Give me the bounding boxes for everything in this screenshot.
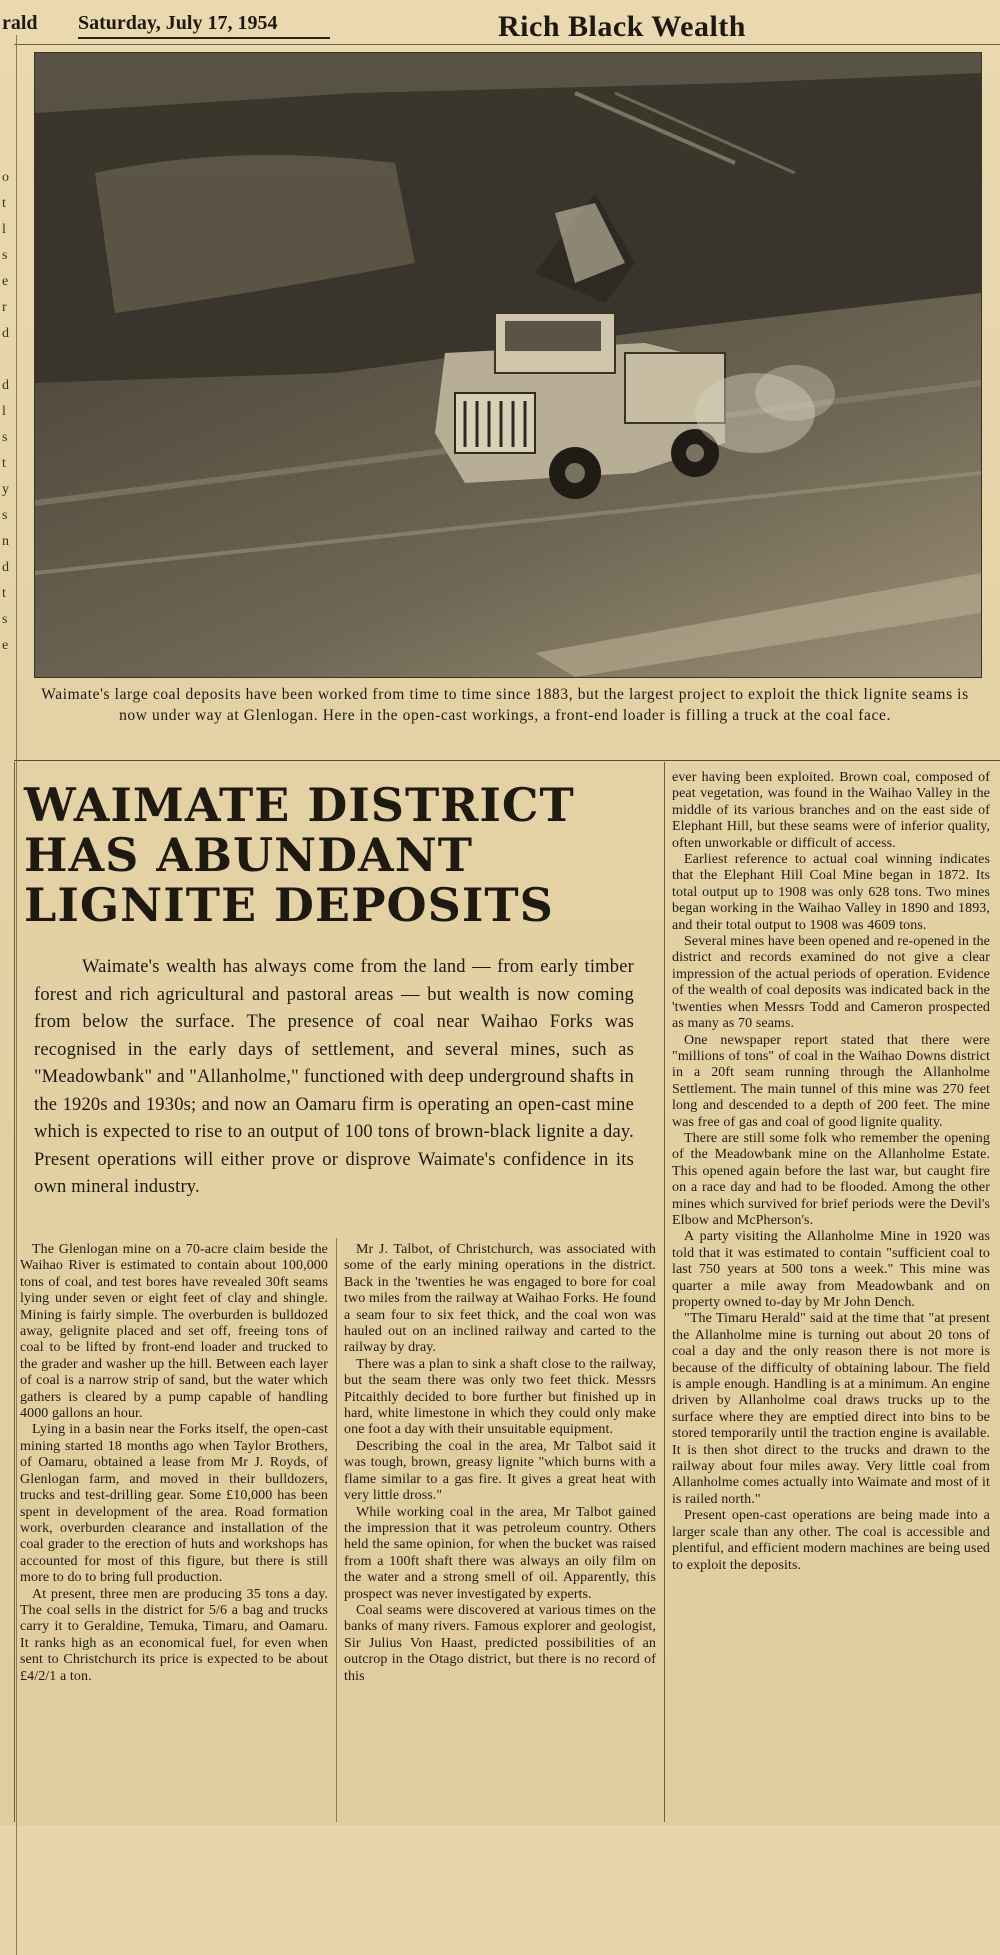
paper-name-fragment: rald [2, 12, 38, 34]
article-column-3 [672, 770, 990, 1574]
paragraph: Present open-cast operations are being made into a larger scale than any other. The coal is accessible and plentiful, and efficient modern machines are being used to exploit the deposits. [672, 1508, 990, 1573]
strip-letter: d [2, 378, 9, 393]
strip-letter: t [2, 586, 6, 601]
strip-letter: d [2, 560, 9, 575]
paragraph: Lying in a basin near the Forks itself, the open-cast mining started 18 months ago when Taylor Brothers, of Oamaru, obtained a lease from Mr J. Royds, of Glenlogan farm, and moved in their bulldozers, trucks and test-drilling gear. Some £10,000 has been spent in development of the area. Road formation work, overburden clearance and installation of the coal grader to the erection of huts and workshops has accounted for most of this figure, but there is still more to do to bring full production. [20, 1422, 328, 1586]
paragraph: A party visiting the Allanholme Mine in 1920 was told that it was estimated to contain "sufficient coal to last 750 years at 500 tons a week." This mine was quarter a mile away from Meadowbank and on property owned to-day by Mr John Dench. [672, 1229, 990, 1310]
masthead-rule [14, 44, 1000, 45]
paragraph: Coal seams were discovered at various times on the banks of many rivers. Famous explorer and geologist, Sir Julius Von Haast, predicted possibilities of an outcrop in the Otago district, but there is no record of this [344, 1602, 656, 1684]
paragraph: There are still some folk who remember the opening of the Meadowbank mine on the Allanholme Estate. This opened again before the last war, but caught fire on a race day and had to be flooded. Among the other mines which survived for brief periods were the Devil's Elbow and McPherson's. [672, 1130, 990, 1228]
paragraph: Several mines have been opened and re-opened in the district and records examined do not give a clear impression of the actual periods of operation. Evidence of the wealth of coal deposits was indicated back in the 'twenties when Messrs Todd and Cameron prospected as many as 70 seams. [672, 934, 990, 1032]
strip-letter: y [2, 482, 9, 497]
issue-date: Saturday, July 17, 1954 [78, 12, 330, 39]
article-column-1 [20, 1242, 328, 1685]
paragraph: One newspaper report stated that there were "millions of tons" of coal in the Waihao Downs district in a 20ft seam running through the Allanholme Settlement. The main tunnel of this mine was 270 feet long and descended to a depth of 200 feet. The mine was free of gas and coal of good lignite quality. [672, 1032, 990, 1130]
headline-line-1: WAIMATE DISTRICT [24, 778, 575, 832]
strip-letter: o [2, 170, 9, 185]
strip-letter: l [2, 404, 6, 419]
strip-letter: s [2, 248, 8, 263]
section-divider [14, 760, 1000, 761]
strip-letter: d [2, 326, 9, 341]
strip-letter: r [2, 300, 7, 315]
paragraph: Mr J. Talbot, of Christchurch, was associated with some of the early mining operations in the district. Back in the 'twenties he was engaged to bore for coal two miles from the railway at Waihao Forks. He found a seam four to six feet thick, and the coal won was hauled out on an inclined railway and carted to the railway by dray. [344, 1242, 656, 1356]
strip-letter: s [2, 612, 8, 627]
strip-letter: n [2, 534, 9, 549]
coal-mine-photo [34, 52, 982, 678]
paragraph: Describing the coal in the area, Mr Talbot said it was tough, brown, greasy lignite "which burns with a flame similar to a gas fire. It gives a great heat with very little dross." [344, 1438, 656, 1504]
headline-line-2: HAS ABUNDANT [24, 828, 473, 882]
column-rule-left [14, 762, 15, 1822]
paragraph: "The Timaru Herald" said at the time that "at present the Allanholme mine is turning out about 20 tons of coal a day and the only reason there is not more is because of the difficulty of obtaining labour. The field is ample enough. Handling is at a minimum. An engine driven by Allanholme coal draws trucks up to the surface where they are emptied direct into bins to be stored temporarily until the traction engine is available. It is then shot direct to the trucks and drawn to the railway about four miles away. Very little coal from Allanholme comes actually into Waimate and most of it is railed north." [672, 1311, 990, 1507]
photo-caption: Waimate's large coal deposits have been worked from time to time since 1883, but the largest project to exploit the thick lignite seams is now under way at Glenlogan. Here in the open-cast workings, a front-end loader is filling a truck at the coal face. [41, 686, 969, 724]
paragraph: There was a plan to sink a shaft close to the railway, but the seam there was only two feet thick. Messrs Pitcaithly decided to bore further but finished up in hard, white limestone in which they could only make one foot a day with their unsuitable equipment. [344, 1356, 656, 1438]
strip-letter: e [2, 638, 9, 653]
article-headline [24, 780, 624, 930]
headline-line-3: LIGNITE DEPOSITS [24, 878, 554, 932]
article-intro: Waimate's wealth has always come from the land — from early timber forest and rich agricultural and pastoral areas — but wealth is now coming from below the surface. The presence of coal near Waihao Forks was recognised in the early days of settlement, and several mines, such as "Meadowbank" and "Allanholme," functioned with deep underground shafts in the 1920s and 1930s; and now an Oamaru firm is operating an open-cast mine which is expected to rise to an output of 100 tons of brown-black lignite a day. Present operations will either prove or disprove Waimate's confidence in its own mineral industry. [34, 957, 634, 1197]
strip-letter: t [2, 456, 6, 471]
strip-letter: s [2, 430, 8, 445]
section-title: Rich Black Wealth [498, 10, 746, 43]
strip-letter: t [2, 196, 6, 211]
strip-letter [2, 347, 16, 373]
paragraph: Earliest reference to actual coal winning indicates that the Elephant Hill Coal Mine began in 1872. Its total output up to 1908 was only 628 tons. Two mines began working in the Waihao Valley in 1890 and 1893, and their total output to 1908 was 4609 tons. [672, 852, 990, 933]
masthead [0, 4, 1000, 44]
paragraph: At present, three men are producing 35 tons a day. The coal sells in the district for 5/6 a bag and trucks carry it to Geraldine, Temuka, Timaru, and Oamaru. It ranks high as an economical fuel, for even when sent to Christchurch its price is expected to be about £4/2/1 a ton. [20, 1586, 328, 1684]
strip-letter: e [2, 274, 9, 289]
paragraph: ever having been exploited. Brown coal, composed of peat vegetation, was found in the Waihao Valley in the middle of its various branches and on the east side of Elephant Hill, but these seams were of inferior quality, often unworkable or difficult of access. [672, 770, 990, 851]
strip-letter: s [2, 508, 8, 523]
column-rule-middle [336, 1238, 337, 1822]
column-rule-right [664, 762, 665, 1822]
photo-illustration [35, 53, 981, 677]
paragraph: While working coal in the area, Mr Talbot gained the impression that it was petroleum country. Others held the same opinion, for when the bucket was raised from a 100ft shaft there was always an oily film on the water and a strong smell of oil. Apparently, this prospect was never investigated by experts. [344, 1504, 656, 1602]
article-column-2 [344, 1242, 656, 1685]
paragraph: The Glenlogan mine on a 70-acre claim beside the Waihao River is estimated to contain about 100,000 tons of coal, and test bores have revealed 30ft seams lying under seven or eight feet of clay and shingle. Mining is fairly simple. The overburden is bulldozed away, gelignite placed and set off, freeing tons of coal to be lifted by front-end loader and trucked to the grader and washer up the hill. Between each layer of coal is a narrow strip of sand, but the water which gathers is cleared by a pump capable of handling 4000 gallons an hour. [20, 1242, 328, 1422]
strip-letter: l [2, 222, 6, 237]
